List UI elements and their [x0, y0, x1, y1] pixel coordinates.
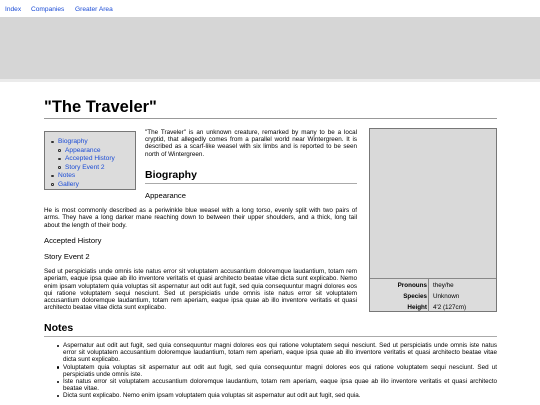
list-item [63, 342, 497, 364]
infobox-value: 4'2 (127cm) [433, 304, 467, 311]
toc-item-appearance [64, 147, 101, 154]
nav-link-companies[interactable]: Companies [31, 6, 65, 13]
toc-link-biography[interactable]: Biography [58, 138, 88, 145]
intro-paragraph: "The Traveler" is an unknown creature, remarked by many to be a local cryptid, that allegedly comes from a parallel world near Wintergreen. It is described as a scarf-like weasel with six limbs and is reported to be seen north of Wintergreen. [145, 129, 357, 158]
bullet-icon [51, 175, 54, 178]
bullet-icon [58, 166, 61, 169]
title-divider [44, 118, 497, 119]
story-event-paragraph: Sed ut perspiciatis unde omnis iste natus error sit voluptatem accusantium doloremque laudantium, totam rem aperiam, eaque ipsa quae ab illo inventore veritatis et quasi architecto beatae vitae dicta sunt explicabo. Nemo enim ipsam voluptatem quia voluptas sit aspernatur aut odit aut fugit, sed quia consequuntur magni dolores eos qui ratione voluptatem sequi nesciunt. Sed ut perspiciatis unde omnis iste natus error sit voluptatem accusantium doloremque laudantium, totam rem aperiam, eaque ipsa quae ab illo inventore veritatis et quasi architecto beatae vitae dicta sunt explicabo. [44, 268, 357, 312]
banner-shadow [0, 79, 540, 82]
heading-accepted-history: Accepted History [44, 236, 102, 245]
toc-link-story-event-2[interactable]: Story Event 2 [65, 163, 105, 171]
toc-item-gallery [51, 181, 79, 188]
infobox-key: Species [403, 293, 427, 300]
bullet-icon [51, 183, 54, 186]
infobox-row-species [370, 291, 496, 301]
bullet-icon [57, 345, 59, 347]
heading-biography: Biography [145, 169, 197, 181]
bullet-icon [57, 381, 59, 383]
infobox-row-pronouns [370, 280, 496, 290]
toc-item-story-event-2 [64, 164, 105, 171]
infobox-row-height [370, 302, 496, 312]
table-of-contents [44, 131, 136, 190]
top-nav [0, 0, 540, 17]
infobox-value: they/he [433, 282, 454, 289]
toc-link-accepted-history[interactable]: Accepted History [65, 155, 115, 162]
bullet-icon [57, 366, 59, 368]
bullet-icon [58, 158, 61, 161]
toc-item-accepted-history [64, 155, 115, 162]
toc-link-gallery[interactable]: Gallery [58, 180, 79, 188]
infobox [369, 128, 497, 312]
bullet-icon [57, 395, 59, 397]
biography-divider [145, 183, 357, 184]
infobox-value: Unknown [433, 293, 460, 300]
infobox-key: Pronouns [397, 282, 427, 289]
bullet-icon [51, 141, 54, 144]
note-text: Dicta sunt explicabo. Nemo enim ipsam voluptatem quia voluptas sit aspernatur aut odit aut fugit, sed quia. [63, 392, 361, 400]
header-banner [0, 17, 540, 79]
nav-link-greater-area[interactable]: Greater Area [75, 6, 113, 13]
note-text: Voluptatem quia voluptas sit aspernatur aut odit aut fugit, sed quia consequuntur magni dolores eos qui ratione voluptatem sequi nesciunt. Sed ut perspiciatis unde omnis iste. [63, 363, 497, 378]
toc-link-notes[interactable]: Notes [58, 172, 76, 179]
list-item [63, 392, 497, 399]
appearance-paragraph: He is most commonly described as a periwinkle blue weasel with a long torso, evenly split with two pairs of arms. They have a long darker mane reaching down to between their upper shoulders, and a thick, long tail about the length of their body. [44, 207, 357, 229]
toc-item-biography [51, 138, 88, 145]
nav-link-index[interactable]: Index [5, 6, 22, 13]
list-item [63, 378, 497, 392]
notes-divider [44, 336, 497, 337]
notes-list [63, 342, 497, 400]
toc-item-notes [51, 172, 75, 179]
heading-appearance: Appearance [145, 191, 186, 200]
infobox-image-placeholder [370, 129, 496, 279]
note-text: Aspernatur aut odit aut fugit, sed quia consequuntur magni dolores eos qui ratione voluptatem sequi nesciunt. Sed ut perspiciatis unde omnis iste natus error sit voluptatem accusantium doloremque laudantium, totam rem aperiam, eaque ipsa quae ab illo inventore veritatis et quasi architecto beatae vitae dicta sunt explicabo. [63, 342, 497, 364]
page-title: "The Traveler" [44, 98, 157, 116]
note-text: Iste natus error sit voluptatem accusantium doloremque laudantium, totam rem aperiam, eaque ipsa quae ab illo inventore veritatis et quasi architecto beatae vitae. [63, 378, 497, 393]
list-item [63, 364, 497, 378]
bullet-icon [58, 149, 61, 152]
heading-story-event-2: Story Event 2 [44, 252, 90, 261]
toc-link-appearance[interactable]: Appearance [65, 146, 101, 154]
infobox-key: Height [407, 304, 427, 311]
heading-notes: Notes [44, 322, 74, 334]
